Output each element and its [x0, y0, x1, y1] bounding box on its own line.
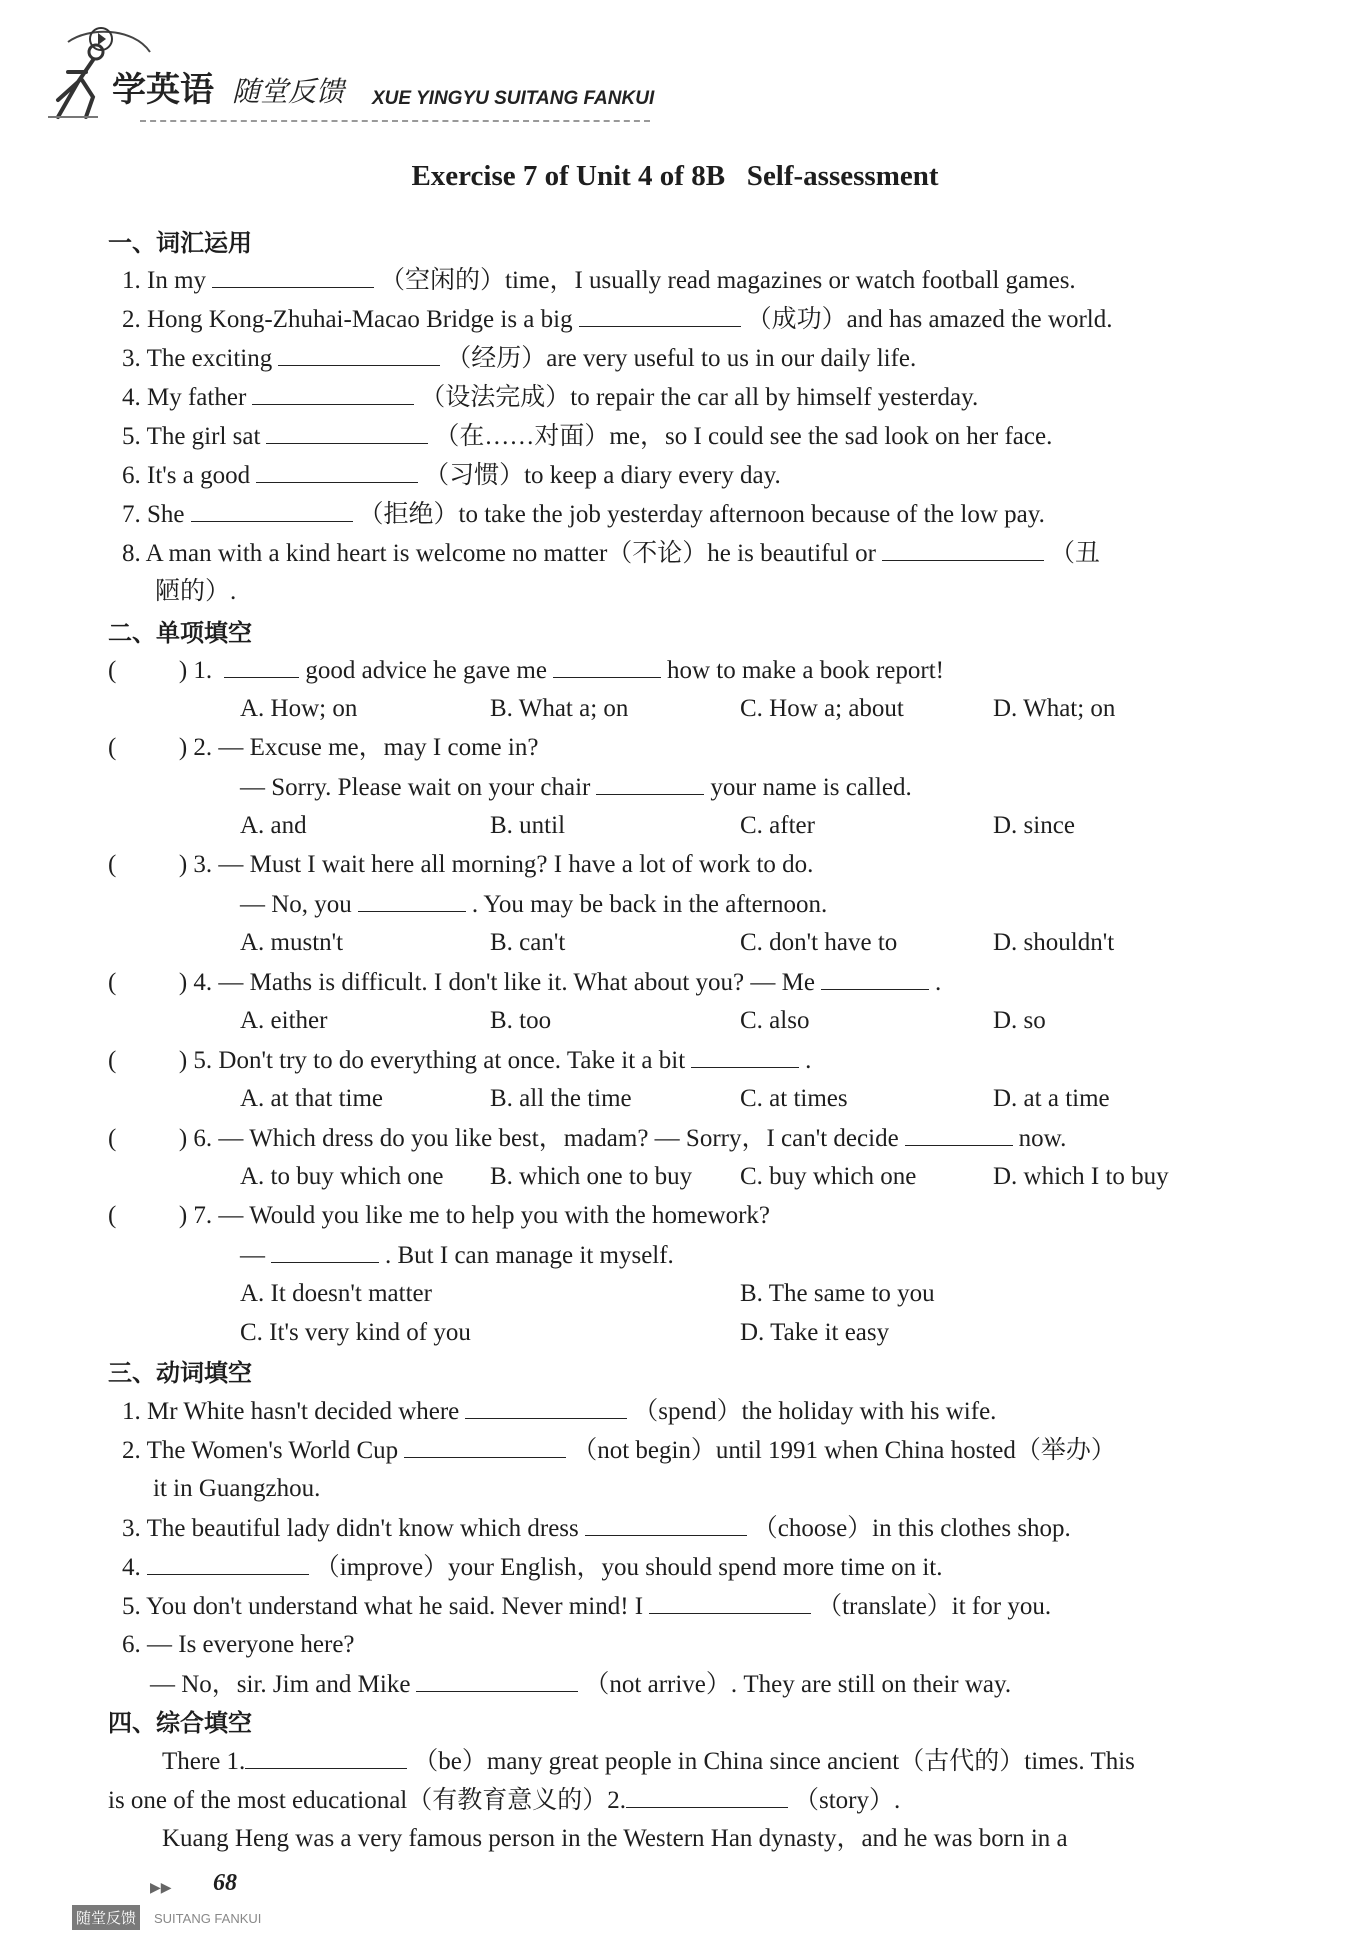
answer-blank[interactable] [278, 343, 440, 366]
s1-question-7: 7. She （拒绝）to take the job yesterday afternoon because of the low pay. [122, 501, 1045, 528]
s3-question-2: 2. The Women's World Cup （not begin）until 1991 when China hosted（举办） [122, 1437, 1116, 1464]
s2-q4-option-a[interactable]: A. either [240, 1007, 328, 1034]
footer-label [72, 1905, 280, 1929]
s2-question-3: ( ) 3. — Must I wait here all morning? I have a lot of work to do. [108, 851, 814, 878]
s1-question-3: 3. The exciting （经历）are very useful to us in our daily life. [122, 345, 917, 372]
answer-paren[interactable]: ( ) [108, 1125, 188, 1152]
s2-q1-option-a[interactable]: A. How; on [240, 695, 358, 722]
answer-blank[interactable] [821, 967, 929, 990]
s1-question-4: 4. My father （设法完成）to repair the car all by himself yesterday. [122, 384, 979, 411]
s4-passage-line-3: Kuang Heng was a very famous person in the Western Han dynasty，and he was born in a [162, 1825, 1068, 1852]
s3-question-5: 5. You don't understand what he said. Never mind! I （translate）it for you. [122, 1593, 1052, 1620]
answer-blank[interactable] [212, 265, 374, 288]
answer-blank[interactable] [252, 382, 414, 405]
s3-question-2-cont: it in Guangzhou. [153, 1475, 321, 1502]
brand-cn: 学英语 [112, 70, 214, 110]
s2-q5-option-a[interactable]: A. at that time [240, 1085, 384, 1112]
s2-q3-option-c[interactable]: C. don't have to [740, 929, 898, 956]
answer-paren[interactable]: ( ) [108, 734, 188, 761]
s1-question-1: 1. In my （空闲的）time，I usually read magazines or watch football games. [122, 267, 1076, 294]
s3-question-1: 1. Mr White hasn't decided where （spend）the holiday with his wife. [122, 1398, 997, 1425]
s2-question-3-line-2: — No, you . You may be back in the afternoon. [240, 891, 828, 918]
answer-blank[interactable] [905, 1123, 1013, 1146]
s2-question-4: ( ) 4. — Maths is difficult. I don't like it. What about you? — Me . [108, 969, 942, 996]
s1-question-6: 6. It's a good （习惯）to keep a diary every day. [122, 462, 781, 489]
answer-paren[interactable]: ( ) [108, 1047, 188, 1074]
s2-q6-option-b[interactable]: B. which one to buy [490, 1163, 693, 1190]
s1-question-2: 2. Hong Kong-Zhuhai-Macao Bridge is a big （成功）and has amazed the world. [122, 306, 1113, 333]
answer-blank[interactable] [416, 1669, 578, 1692]
answer-blank[interactable] [596, 772, 704, 795]
s3-question-4: 4. （improve）your English，you should spend more time on it. [122, 1554, 943, 1581]
s2-q6-option-d[interactable]: D. which I to buy [993, 1163, 1169, 1190]
answer-blank[interactable] [626, 1785, 788, 1808]
s1-question-5: 5. The girl sat （在……对面）me，so I could see the sad look on her face. [122, 423, 1053, 450]
answer-paren[interactable]: ( ) [108, 657, 188, 684]
s2-q2-option-d[interactable]: D. since [993, 812, 1075, 839]
answer-blank[interactable] [465, 1396, 627, 1419]
s2-q2-option-a[interactable]: A. and [240, 812, 307, 839]
answer-blank[interactable] [256, 460, 418, 483]
s2-q4-option-b[interactable]: B. too [490, 1007, 552, 1034]
s2-q4-option-c[interactable]: C. also [740, 1007, 810, 1034]
s2-q3-option-d[interactable]: D. shouldn't [993, 929, 1115, 956]
answer-blank[interactable] [579, 304, 741, 327]
s2-question-2: ( ) 2. — Excuse me，may I come in? [108, 734, 539, 761]
s3-question-3: 3. The beautiful lady didn't know which dress （choose）in this clothes shop. [122, 1515, 1071, 1542]
answer-paren[interactable]: ( ) [108, 851, 188, 878]
s2-q7-option-a[interactable]: A. It doesn't matter [240, 1280, 432, 1307]
answer-blank[interactable] [191, 499, 353, 522]
s2-q2-option-b[interactable]: B. until [490, 812, 566, 839]
s2-question-5: ( ) 5. Don't try to do everything at once. Take it a bit . [108, 1047, 812, 1074]
section-1-heading: 一、词汇运用 [108, 229, 252, 257]
section-2-heading: 二、单项填空 [108, 619, 252, 647]
answer-blank[interactable] [266, 421, 428, 444]
header-rule [140, 120, 650, 122]
footer-label-en: SUITANG FANKUI [154, 1911, 262, 1926]
answer-blank[interactable] [404, 1435, 566, 1458]
brand-cn-suitang: 随堂反馈 [232, 75, 345, 108]
s2-q3-option-b[interactable]: B. can't [490, 929, 566, 956]
brand-en: XUE YINGYU SUITANG FANKUI [372, 88, 655, 109]
s2-q6-option-a[interactable]: A. to buy which one [240, 1163, 444, 1190]
section-4-heading: 四、综合填空 [108, 1709, 252, 1737]
s2-question-6: ( ) 6. — Which dress do you like best，madam? — Sorry，I can't decide now. [108, 1125, 1067, 1152]
s2-q3-option-a[interactable]: A. mustn't [240, 929, 344, 956]
answer-paren[interactable]: ( ) [108, 969, 188, 996]
s2-question-7: ( ) 7. — Would you like me to help you with the homework? [108, 1202, 771, 1229]
page-title: Exercise 7 of Unit 4 of 8B Self-assessment [411, 160, 939, 192]
s3-question-6: 6. — Is everyone here? [122, 1631, 355, 1658]
s1-question-8-cont: 陋的）. [155, 578, 237, 605]
answer-paren[interactable]: ( ) [108, 1202, 188, 1229]
footer-label-cn: 随堂反馈 [72, 1905, 140, 1930]
s2-q1-option-c[interactable]: C. How a; about [740, 695, 904, 722]
s2-question-1: ( ) 1. good advice he gave me how to make a book report! [108, 657, 944, 684]
s2-q1-option-d[interactable]: D. What; on [993, 695, 1116, 722]
s2-q5-option-b[interactable]: B. all the time [490, 1085, 632, 1112]
s2-q6-option-c[interactable]: C. buy which one [740, 1163, 917, 1190]
s4-passage-line-1: There 1. （be）many great people in China since ancient（古代的）times. This [162, 1748, 1135, 1775]
s2-q1-option-b[interactable]: B. What a; on [490, 695, 629, 722]
s2-question-2-line-2: — Sorry. Please wait on your chair your name is called. [240, 774, 912, 801]
s1-question-8: 8. A man with a kind heart is welcome no matter（不论）he is beautiful or （丑 [122, 540, 1101, 567]
s2-q2-option-c[interactable]: C. after [740, 812, 815, 839]
s4-passage-line-2: is one of the most educational（有教育意义的）2. （story）. [108, 1787, 901, 1814]
s2-q7-option-c[interactable]: C. It's very kind of you [240, 1319, 471, 1346]
s2-question-7-line-2: — . But I can manage it myself. [240, 1242, 674, 1269]
answer-blank[interactable] [691, 1045, 799, 1068]
page-number: 68 [213, 1870, 237, 1896]
play-icon [88, 26, 114, 52]
section-3-heading: 三、动词填空 [108, 1359, 252, 1387]
answer-blank[interactable] [245, 1746, 407, 1769]
arrow-icon: ▶▶ [150, 1881, 172, 1896]
answer-blank[interactable] [147, 1552, 309, 1575]
s2-q4-option-d[interactable]: D. so [993, 1007, 1046, 1034]
s3-question-6-line-2: — No，sir. Jim and Mike （not arrive）. They are still on their way. [150, 1671, 1012, 1698]
answer-blank[interactable] [553, 655, 661, 678]
answer-blank[interactable] [271, 1240, 379, 1263]
answer-blank[interactable] [224, 655, 299, 678]
answer-blank[interactable] [585, 1513, 747, 1536]
s2-q5-option-d[interactable]: D. at a time [993, 1085, 1110, 1112]
answer-blank[interactable] [649, 1591, 811, 1614]
s2-q7-option-b[interactable]: B. The same to you [740, 1280, 935, 1307]
answer-blank[interactable] [358, 889, 466, 912]
s2-q7-option-d[interactable]: D. Take it easy [740, 1319, 890, 1346]
s2-q5-option-c[interactable]: C. at times [740, 1085, 848, 1112]
answer-blank[interactable] [882, 538, 1044, 561]
